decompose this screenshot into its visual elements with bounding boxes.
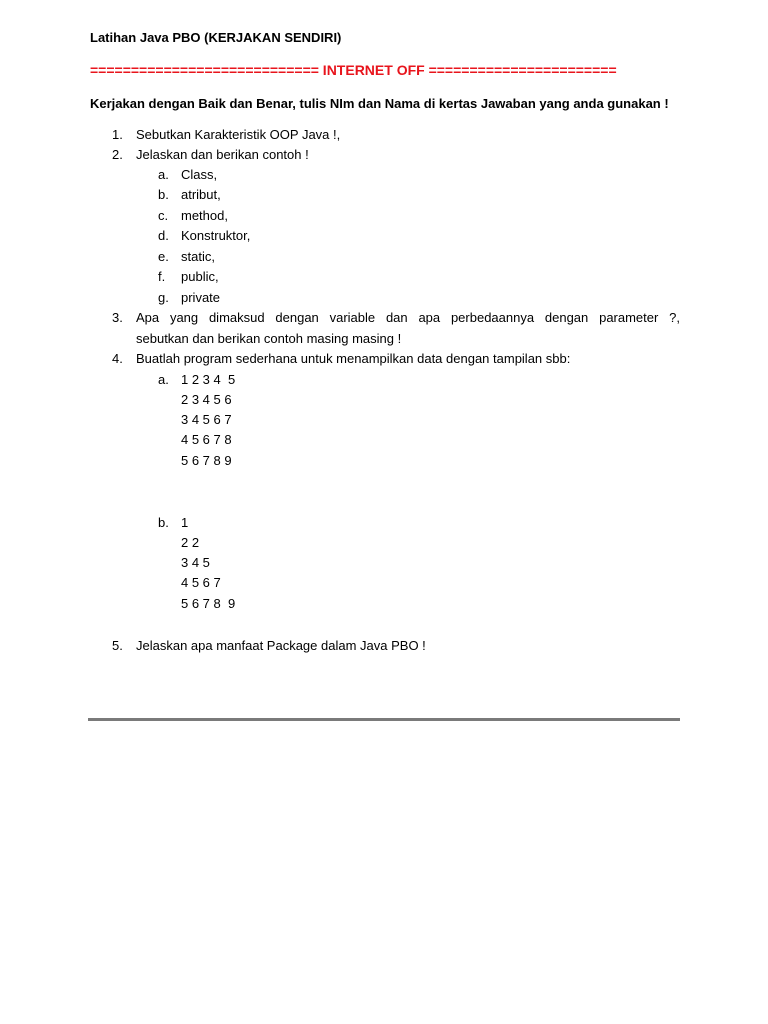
- pattern-line: 1: [181, 515, 189, 530]
- sub-item-letter: f.: [158, 269, 166, 284]
- sub-item-letter: g.: [158, 290, 169, 305]
- pattern-line: 4 5 6 7 8: [181, 432, 232, 447]
- question-3: [90, 308, 680, 350]
- question-number: 2.: [112, 147, 123, 162]
- sub-item-letter: a.: [158, 167, 169, 182]
- sub-item-text: Class,: [181, 167, 218, 182]
- document-title: Latihan Java PBO (KERJAKAN SENDIRI): [90, 30, 342, 45]
- pattern-line: 2 2: [181, 535, 200, 550]
- sub-item-text: private: [181, 290, 221, 305]
- pattern-line: 2 3 4 5 6: [181, 392, 232, 407]
- pattern-line: 1 2 3 4 5: [181, 372, 236, 387]
- question-text-line-2: sebutkan dan berikan contoh masing masing !: [136, 331, 402, 346]
- internet-off-banner: ============================ INTERNET OFF =======================: [90, 62, 617, 78]
- instruction-text: Kerjakan dengan Baik dan Benar, tulis NIm dan Nama di kertas Jawaban yang anda gunakan !: [90, 96, 669, 111]
- sub-item-letter: a.: [158, 372, 169, 387]
- pattern-line: 3 4 5 6 7: [181, 412, 232, 427]
- pattern-line: 5 6 7 8 9: [181, 453, 232, 468]
- question-number: 4.: [112, 351, 123, 366]
- sub-item-text: Konstruktor,: [181, 228, 251, 243]
- question-number: 1.: [112, 127, 123, 142]
- sub-item-letter: d.: [158, 228, 169, 243]
- pattern-line: 4 5 6 7: [181, 575, 221, 590]
- sub-item-letter: b.: [158, 187, 169, 202]
- question-text-line-1: Apa yang dimaksud dengan variable dan apa perbedaannya dengan parameter ?,: [136, 310, 680, 325]
- question-text: Sebutkan Karakteristik OOP Java !,: [136, 127, 341, 142]
- sub-item-text: method,: [181, 208, 228, 223]
- sub-item-text: static,: [181, 249, 215, 264]
- question-text: Jelaskan apa manfaat Package dalam Java PBO !: [136, 638, 426, 653]
- sub-item-text: atribut,: [181, 187, 221, 202]
- sub-item-letter: e.: [158, 249, 169, 264]
- question-number: 5.: [112, 638, 123, 653]
- question-number: 3.: [112, 310, 123, 325]
- pattern-line: 3 4 5: [181, 555, 210, 570]
- question-text: Jelaskan dan berikan contoh !: [136, 147, 309, 162]
- sub-item-text: public,: [181, 269, 219, 284]
- sub-item-letter: c.: [158, 208, 169, 223]
- horizontal-divider: [88, 718, 680, 721]
- sub-item-letter: b.: [158, 515, 169, 530]
- pattern-line: 5 6 7 8 9: [181, 596, 236, 611]
- question-text: Buatlah program sederhana untuk menampilkan data dengan tampilan sbb:: [136, 351, 571, 366]
